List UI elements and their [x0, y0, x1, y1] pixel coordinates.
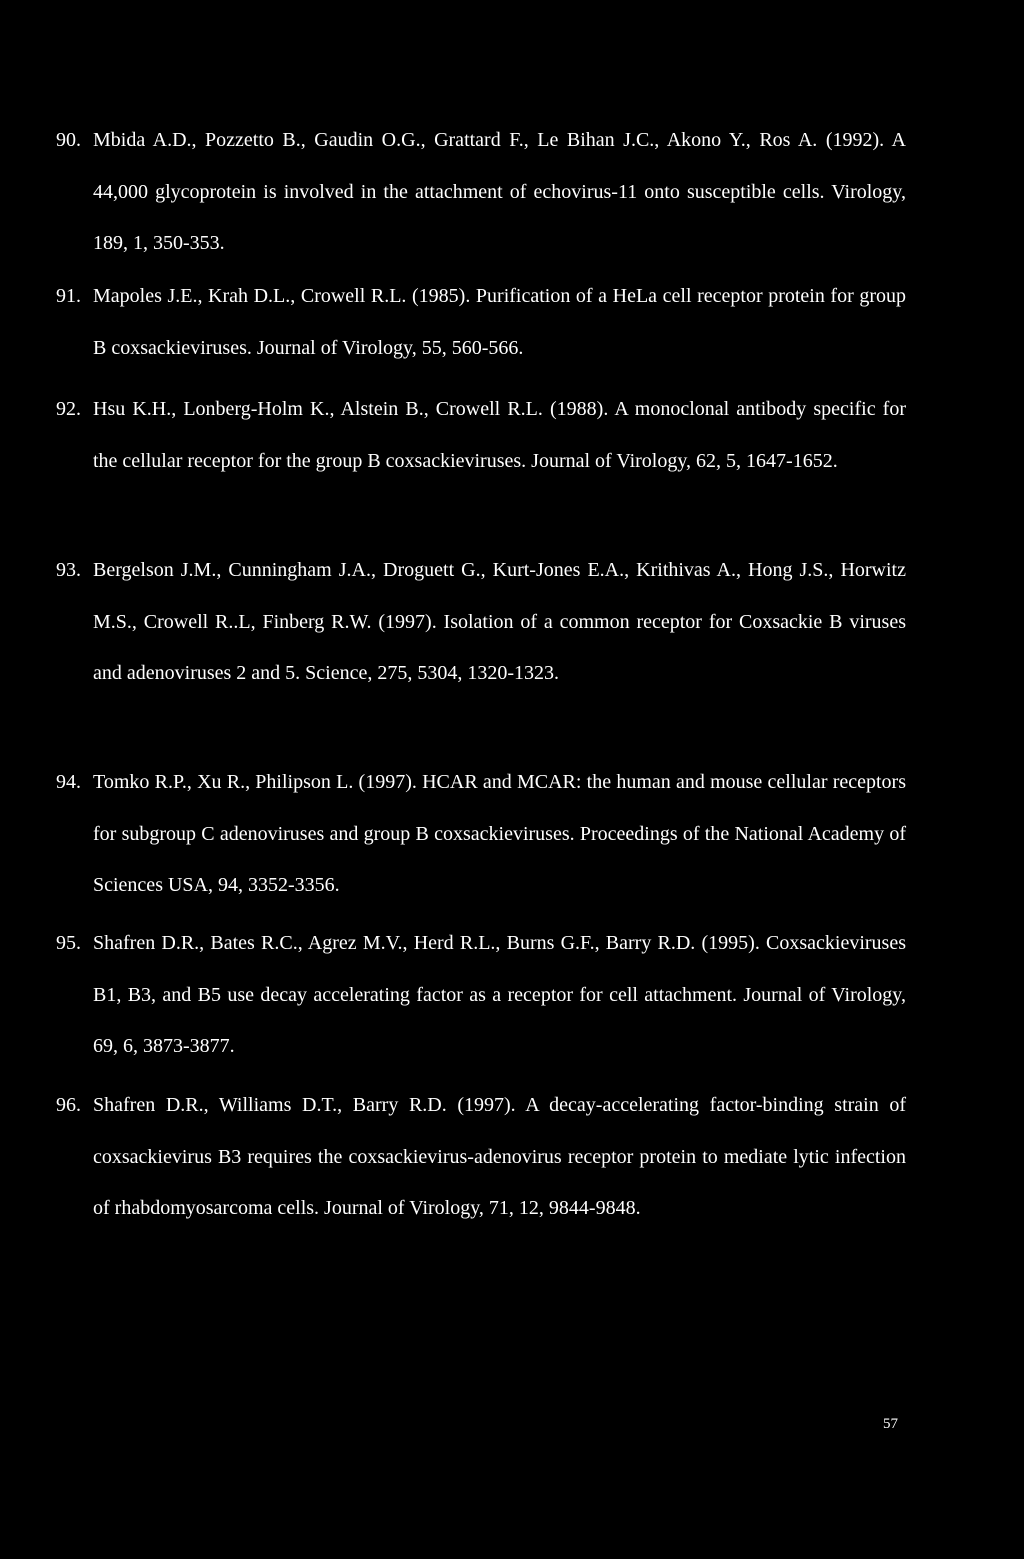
reference-text: Mapoles J.E., Krah D.L., Crowell R.L. (1985). Purification of a HeLa cell receptor protein for group B coxsackieviruses. Journal of Virology, 55, 560-566. — [93, 285, 906, 359]
reference-text: Tomko R.P., Xu R., Philipson L. (1997). HCAR and MCAR: the human and mouse cellular receptors for subgroup C adenoviruses and group B coxsackieviruses. Proceedings of the National Academy of Sciences USA, 94, 3352-3356. — [93, 771, 906, 896]
reference-text: Shafren D.R., Bates R.C., Agrez M.V., Herd R.L., Burns G.F., Barry R.D. (1995). Coxsackieviruses B1, B3, and B5 use decay accelerating factor as a receptor for cell attachment. Journal of Virology, 69, 6, 3873-3877. — [93, 932, 906, 1057]
reference-number: 92. — [56, 398, 81, 420]
reference-number: 93. — [56, 559, 81, 581]
reference-number: 96. — [56, 1094, 81, 1116]
reference-text: Shafren D.R., Williams D.T., Barry R.D. (1997). A decay-accelerating factor-binding strain of coxsackievirus B3 requires the coxsackievirus-adenovirus receptor protein to mediate lytic infection of rhabdomyosarcoma cells. Journal of Virology, 71, 12, 9844-9848. — [93, 1094, 906, 1219]
reference-text: Hsu K.H., Lonberg-Holm K., Alstein B., Crowell R.L. (1988). A monoclonal antibody specific for the cellular receptor for the group B coxsackieviruses. Journal of Virology, 62, 5, 1647-1652. — [93, 398, 906, 472]
reference-number: 91. — [56, 285, 81, 307]
reference-number: 90. — [56, 129, 81, 151]
reference-number: 95. — [56, 932, 81, 954]
reference-text: Bergelson J.M., Cunningham J.A., Droguett G., Kurt-Jones E.A., Krithivas A., Hong J.S., Horwitz M.S., Crowell R..L, Finberg R.W. (1997). Isolation of a common receptor for Coxsackie B viruses and adenoviruses 2 and 5. Science, 275, 5304, 1320-1323. — [93, 559, 906, 684]
page-number: 57 — [883, 1416, 898, 1432]
reference-text: Mbida A.D., Pozzetto B., Gaudin O.G., Grattard F., Le Bihan J.C., Akono Y., Ros A. (1992). A 44,000 glycoprotein is involved in the attachment of echovirus-11 onto susceptible cells. Virology, 189, 1, 350-353. — [93, 129, 906, 254]
reference-number: 94. — [56, 771, 81, 793]
